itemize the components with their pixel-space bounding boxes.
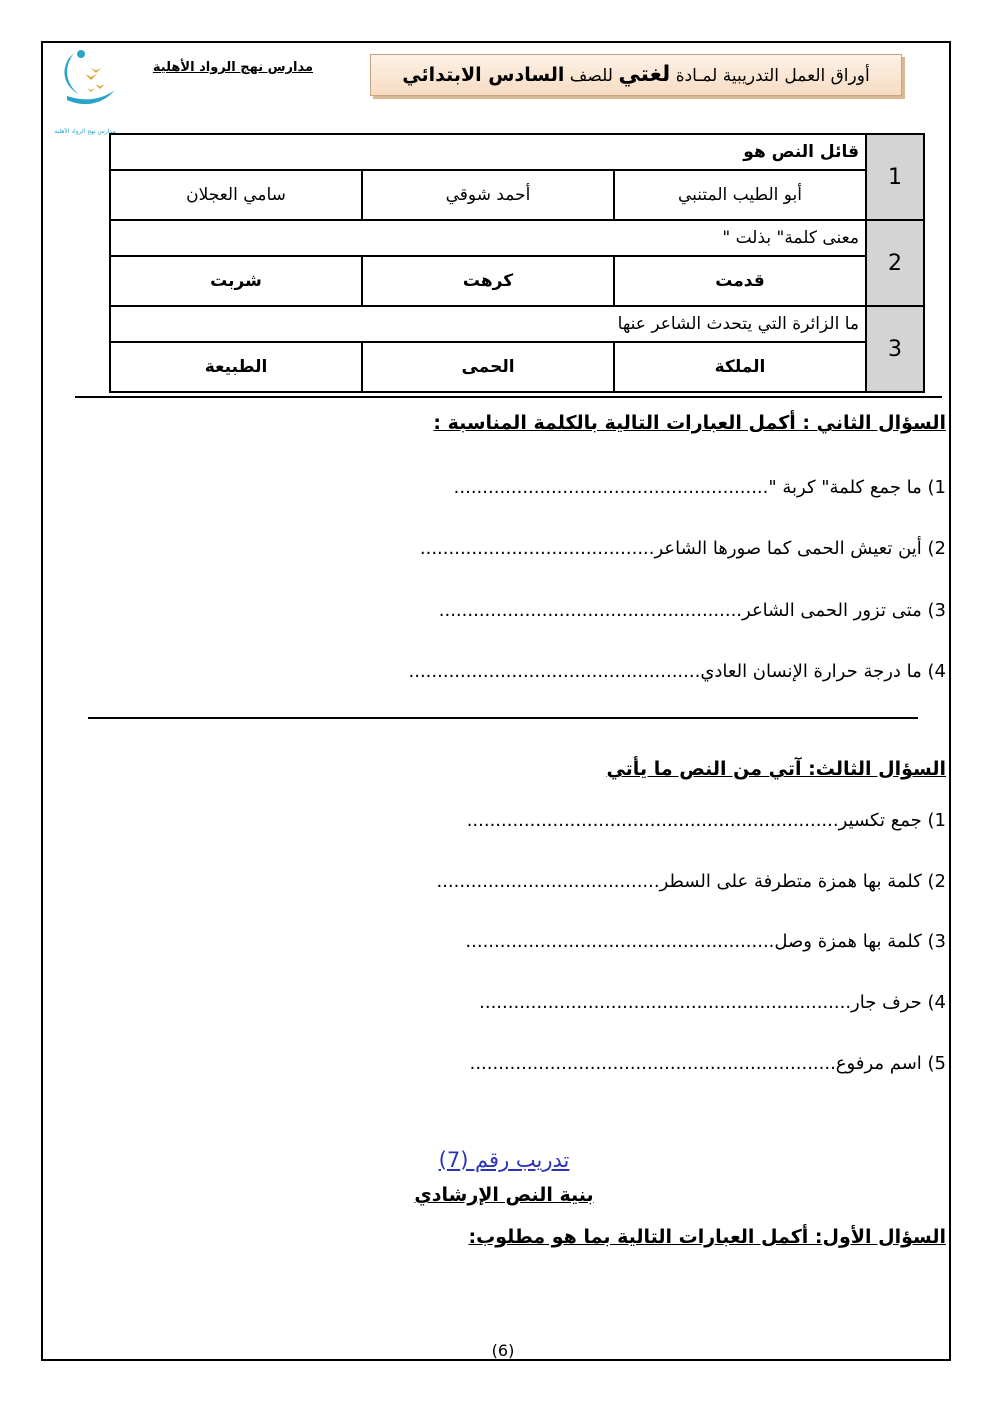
question-text: ما الزائرة التي يتحدث الشاعر عنها (110, 306, 866, 342)
list-item[interactable]: 2) كلمة بها همزة متطرفة على السطر....................................... (436, 871, 946, 892)
title-part1: أوراق العمل التدريبية لمـادة (675, 66, 870, 86)
list-item[interactable]: 3) متى تزور الحمى الشاعر..................................................... (438, 600, 946, 621)
option-c[interactable]: شربت (110, 256, 362, 306)
list-item[interactable]: 1) ما جمع كلمة" كربة "....................................................... (453, 477, 946, 498)
training-title[interactable]: تدريب رقم (7) (438, 1148, 570, 1172)
list-item[interactable]: 1) جمع تكسير................................................................. (466, 810, 946, 831)
table-row (110, 170, 924, 220)
table-row (110, 220, 924, 256)
list-item[interactable]: 5) اسم مرفوع................................................................ (469, 1053, 946, 1074)
divider (88, 717, 918, 719)
table-row (110, 306, 924, 342)
question-text: قائل النص هو (110, 134, 866, 170)
option-c[interactable]: سامي العجلان (110, 170, 362, 220)
training-subtitle: بنية النص الإرشادي (414, 1184, 594, 1206)
option-b[interactable]: أحمد شوقي (362, 170, 614, 220)
page-number: (6) (491, 1341, 515, 1360)
option-b[interactable]: الحمى (362, 342, 614, 392)
question-text: معنى كلمة" بذلت " (110, 220, 866, 256)
question-number: 2 (866, 220, 924, 306)
option-a[interactable]: أبو الطيب المتنبي (614, 170, 866, 220)
school-name: مدارس نهج الرواد الأهلية (152, 60, 314, 75)
option-c[interactable]: الطبيعة (110, 342, 362, 392)
table-row (110, 134, 924, 170)
title-part2: للصف (569, 66, 613, 86)
option-b[interactable]: كرهت (362, 256, 614, 306)
list-item[interactable]: 4) حرف جار................................................................. (479, 992, 946, 1013)
list-item[interactable]: 4) ما درجة حرارة الإنسان العادي................................................... (408, 661, 946, 682)
option-a[interactable]: قدمت (614, 256, 866, 306)
training-question-heading: السؤال الأول: أكمل العبارات التالية بما هو مطلوب: (468, 1226, 946, 1248)
list-item[interactable]: 2) أين تعيش الحمى كما صورها الشاعر......................................... (419, 538, 946, 559)
logo-caption: مدارس نهج الرواد الأهلية (54, 128, 116, 135)
divider (75, 396, 942, 398)
table-row (110, 342, 924, 392)
question-number: 1 (866, 134, 924, 220)
table-row (110, 256, 924, 306)
worksheet-title (370, 54, 902, 96)
option-a[interactable]: الملكة (614, 342, 866, 392)
question-two-heading: السؤال الثاني : أكمل العبارات التالية بالكلمة المناسبة : (433, 412, 946, 434)
list-item[interactable]: 3) كلمة بها همزة وصل...................................................... (465, 931, 946, 952)
title-grade: السادس الابتدائي (402, 64, 565, 86)
question-number: 3 (866, 306, 924, 392)
multiple-choice-table (109, 133, 925, 393)
question-three-heading: السؤال الثالث: آتي من النص ما يأتي (606, 758, 946, 780)
title-subject: لغتي (618, 62, 671, 87)
